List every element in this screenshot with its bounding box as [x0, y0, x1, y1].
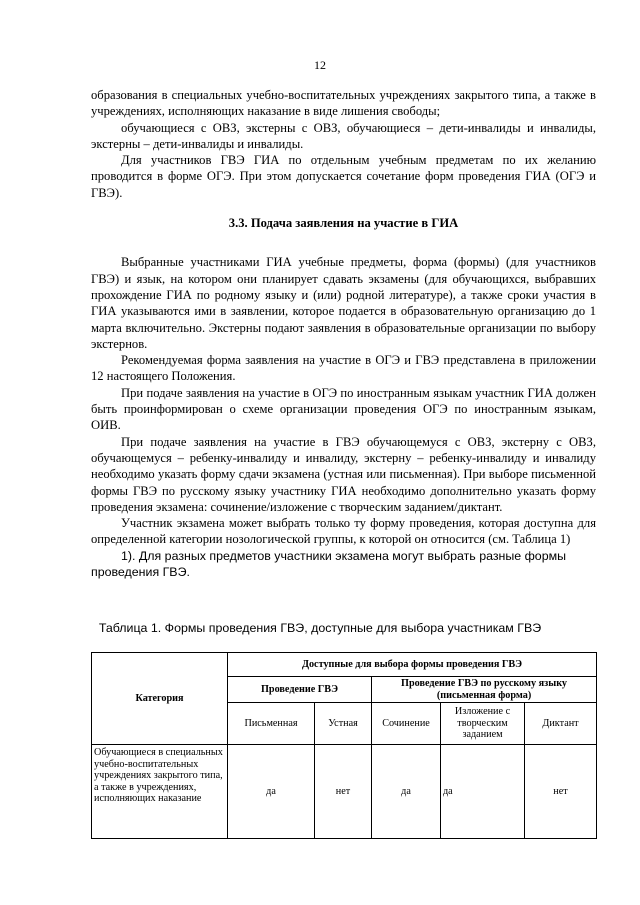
- column-header: Письменная: [228, 703, 315, 745]
- header-category: Категория: [92, 653, 228, 745]
- table-row: [92, 745, 597, 839]
- cell-value: нет: [315, 745, 372, 839]
- paragraph: При подаче заявления на участие в ГВЭ обучающемуся с ОВЗ, экстерну с ОВЗ, обучающемуся – ребенку-инвалиду и инвалиду, экстерну – ребенку-инвалиду и инвалиду необходимо указать форму сдачи экзамена (устная или письменная). При выборе письменной формы ГВЭ по русскому языку участнику ГИА необходимо дополнительно указать форму проведения экзамена: сочинение/изложение с творческим заданием/диктант.: [91, 434, 596, 514]
- column-header: Сочинение: [372, 703, 441, 745]
- paragraph: 1). Для разных предметов участники экзамена могут выбрать разные формы проведения ГВЭ.: [91, 548, 567, 580]
- row-category: Обучающиеся в специальных учебно-воспитательных учреждениях закрытого типа, а также в учреждениях, исполняющих наказание: [92, 745, 228, 839]
- column-header: Диктант: [525, 703, 597, 745]
- paragraph: Выбранные участниками ГИА учебные предметы, форма (формы) (для участников ГВЭ) и язык, на котором они планирует сдавать экзамены (для обучающихся, выбравших прохождение ГИА по родному языку и (или) родной литературе), а также сроки участия в ГИА указываются ими в заявлении, которое подается в образовательную организацию до 1 марта включительно. Экстерны подают заявления в образовательные организации по выбору экстернов.: [91, 255, 596, 351]
- column-header: Устная: [315, 703, 372, 745]
- paragraph: Рекомендуемая форма заявления на участие в ОГЭ и ГВЭ представлена в приложении 12 настоящего Положения.: [91, 353, 596, 384]
- table-caption: Таблица 1. Формы проведения ГВЭ, доступные для выбора участникам ГВЭ: [98, 621, 542, 635]
- page-number: 12: [314, 58, 326, 72]
- cell-value: да: [228, 745, 315, 839]
- cell-value: нет: [525, 745, 597, 839]
- header-gve: Проведение ГВЭ: [228, 677, 372, 703]
- document-body: [91, 87, 596, 580]
- paragraph: образования в специальных учебно-воспитательных учреждениях закрытого типа, а также в учреждениях, исполняющих наказание в виде лишения свободы;: [91, 88, 596, 119]
- header-available-forms: Доступные для выбора формы проведения ГВЭ: [228, 653, 597, 677]
- paragraph: При подаче заявления на участие в ОГЭ по иностранным языкам участник ГИА должен быть проинформирован о схеме организации проведения ОГЭ по иностранным языкам, ОИВ.: [91, 385, 596, 433]
- forms-table: [91, 652, 597, 839]
- paragraph: Для участников ГВЭ ГИА по отдельным учебным предметам по их желанию проводится в форме ОГЭ. При этом допускается сочетание форм проведения ГИА (ОГЭ и ГВЭ).: [91, 153, 596, 200]
- header-gve-russian: Проведение ГВЭ по русскому языку (письменная форма): [372, 677, 597, 703]
- table-header-row: [92, 653, 597, 677]
- cell-value: да: [372, 745, 441, 839]
- cell-value: да: [441, 745, 525, 839]
- column-header: Изложение с творческим заданием: [441, 703, 525, 745]
- paragraph: Участник экзамена может выбрать только ту форму проведения, которая доступна для определенной категории нозологической группы, к которой он относится (см. Таблица 1): [91, 516, 596, 547]
- paragraph: обучающиеся с ОВЗ, экстерны с ОВЗ, обучающиеся – дети-инвалиды и инвалиды, экстерны – дети-инвалиды и инвалиды.: [91, 120, 596, 151]
- section-heading: 3.3. Подача заявления на участие в ГИА: [228, 216, 459, 231]
